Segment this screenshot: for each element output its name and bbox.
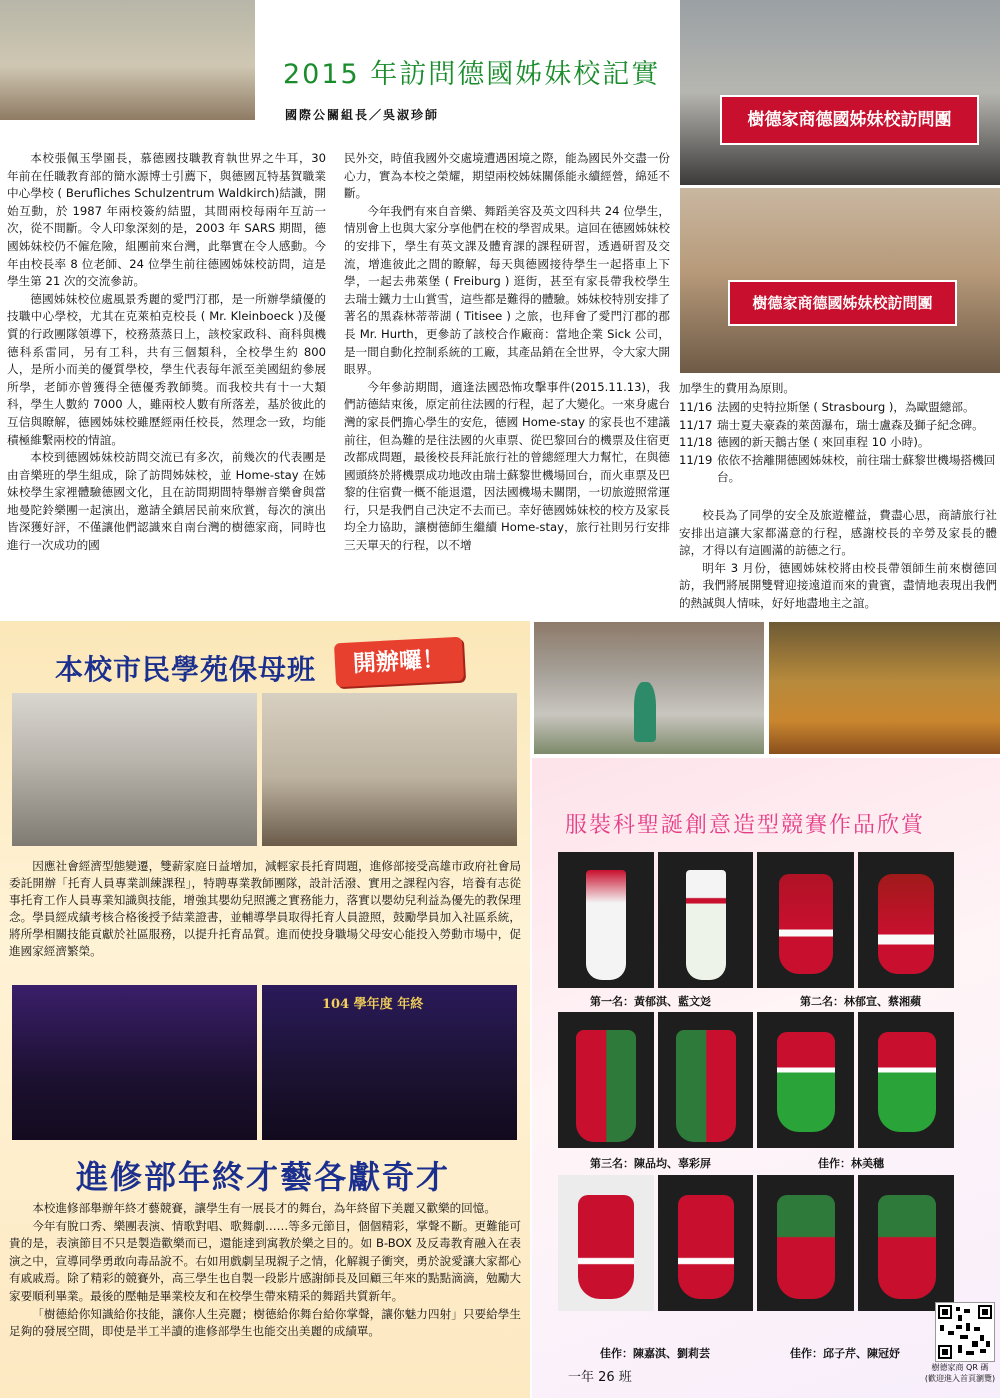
caption-honorable-1: 佳作：林美穗 xyxy=(818,1157,884,1170)
paragraph: 本校到德國姊妹校訪問交流已有多次，前幾次的代表團是由音樂班的學生組成，除了訪問姊妹校，並 Home-stay 在姊妹校學生家裡體驗德國文化，且在訪問期間特舉辦音樂會與當地曼陀鈴樂團一起演出，邀請全鎮居民前來欣賞，每次的演出皆深獲好評，不僅讓他們認識來自南台灣的樹德家商，同時也進行一次成功的國 xyxy=(7,450,326,553)
caption-second-place: 第二名：林郁宣、蔡湘蘋 xyxy=(800,995,921,1008)
photo-costume-10 xyxy=(658,1175,753,1311)
paragraph: 本校張佩玉學園長，慕德國技職教育執世界之牛耳，30 年前在任職教育部的簡水源博士引薦下，與德國瓦特基賀職業中心學校 ( Berufliches Schulzentrum Waldkirch)結識，開始互動，於 1987 年兩校簽約結盟，其間兩校每兩年互訪一次，從不間斷。令人印象深刻的是，2003 年 SARS 期間，德國姊妹校仍不僱危險，組團前來台灣，此舉實在令人感動。今年由校長率 8 位老師、24 位學生前往德國姊妹校訪問，這是學生第 21 次的交流參訪。 xyxy=(7,151,326,289)
caption-honorable-2: 佳作：陳嘉淇、劉莉芸 xyxy=(600,1347,710,1360)
paragraph: 校長為了同學的安全及旅遊權益，費盡心思，商請旅行社安排出這讓大家都滿意的行程，感謝校長的辛勞及家長的體諒，才得以有這圓滿的訪德之行。 xyxy=(679,508,997,558)
photo-group-with-banner-1 xyxy=(680,0,1000,185)
photo-costume-2 xyxy=(658,852,753,988)
banner-delegation-1: 樹德家商德國姊妹校訪問團 xyxy=(720,95,979,145)
photo-costume-11 xyxy=(757,1175,854,1311)
photo-autumn-forest xyxy=(769,622,1000,754)
photo-costume-6 xyxy=(658,1012,753,1148)
qr-code-icon[interactable] xyxy=(935,1302,995,1362)
stage-sign: 104 學年度 年終 xyxy=(322,997,424,1012)
paragraph: 今年參訪期間，適逢法國恐怖攻擊事件(2015.11.13)，我們訪德結束後，原定前往法國的行程，起了大變化。一來身處台灣的家長們擔心學生的安危，德國 Home-stay 的家長也不建議前往，但為難的是往法國的火車票、從巴黎回台的機票及住宿更改都成問題，最後校長拜託旅行社的曾總經理大力幫忙，在與德國頭終於將機票成功地改由瑞士蘇黎世機場回台，而火車票及巴黎的住宿費一概不能退還，因法國機場未關閉，一切旅遊照常運行，只是我們自己決定不去而已。幸好德國姊妹校的校方及家長均全力協助，讓樹德師生繼續 Home-stay，旅行社則另行安排三天單天的行程，以不增 xyxy=(344,379,670,553)
photo-class-group xyxy=(262,693,517,846)
itinerary-date: 11/17 xyxy=(679,417,713,432)
photo-cooking-class xyxy=(12,693,257,846)
article1-author: 國際公關組長／吳淑珍師 xyxy=(285,108,440,122)
itinerary-text: 德國的新天鵝古堡 ( 來回車程 10 小時)。 xyxy=(717,435,930,450)
article1-column-3 xyxy=(679,507,997,613)
caption-first-place: 第一名：黃郁淇、藍文彣 xyxy=(590,995,711,1008)
article1-column-3-intro xyxy=(679,380,997,398)
photo-costume-3 xyxy=(757,852,854,988)
caption-third-place: 第三名：陳品均、辜彩屏 xyxy=(590,1157,711,1170)
photo-costume-9 xyxy=(558,1175,654,1311)
article3-body xyxy=(9,1200,521,1341)
article1-column-2 xyxy=(344,150,670,555)
article2-title: 本校市民學苑保母班 xyxy=(55,653,317,686)
photo-stage-left xyxy=(12,985,257,1140)
article3-title: 進修部年終才藝各獻奇才 xyxy=(76,1158,451,1196)
paragraph: 今年有脫口秀、樂團表演、情歌對唱、歌舞劇……等多元節目，個個精彩，掌聲不斷。更難能可貴的是，表演節目不只是製造歡樂而已，還能達到寓教於樂之目的。如 B-BOX 及反毒教育融入在表演之中，宣導同學勇敢向毒品說不。右如用戲劇呈現親子之情，化解親子衝突，勇於說愛讓大家都心有戚戚焉。除了精彩的競賽外，高三學生也自製一段影片感謝師長及回顧三年來的點點滴滴，勉勵大家要順利畢業。最後的壓軸是畢業校友和在校學生帶來精采的舞蹈共質新年。 xyxy=(9,1218,521,1303)
photo-costume-4 xyxy=(858,852,954,988)
photo-group-with-banner-2 xyxy=(680,188,1000,373)
paragraph: 因應社會經濟型態變遷，雙薪家庭日益增加，減輕家長托育問題，進修部接受高雄市政府社會局委託開辦「托育人員專業訓練課程」，特聘專業教師團隊，設計活潑、實用之課程內容，培養有志從事托育工作人員專業知識與技能，增強其嬰幼兒照護之實務能力，落實以嬰幼兒利益為優先的教保理念。學員經成績考核合格後授予結業證書，並輔導學員取得托育人員證照，鼓勵學員加入社區系統，將所學相關技能貢獻於社區服務，以提升托育品質。進而使投身職場父母安心能投入勞動市場中，促進國家經濟繁榮。 xyxy=(9,859,521,958)
photo-delegation-indoor xyxy=(0,0,255,120)
photo-costume-1 xyxy=(558,852,654,988)
itinerary-date: 11/16 xyxy=(679,400,713,414)
photo-stage-right xyxy=(262,985,517,1140)
photo-costume-7 xyxy=(757,1012,854,1148)
photo-costume-12 xyxy=(858,1175,954,1311)
paragraph: 本校進修部舉辦年終才藝競賽，讓學生有一展長才的舞台，為年終留下美麗又歡樂的回憶。 xyxy=(32,1201,496,1215)
paragraph: 「樹德給你知識給你技能，讓你人生亮麗；樹德給你舞台給你掌聲，讓你魅力四射」只要給學生足夠的發展空間，即使是半工半讀的進修部學生也能交出美麗的成績單。 xyxy=(9,1306,521,1339)
itinerary-item xyxy=(679,417,997,435)
article2-badge xyxy=(334,637,464,688)
itinerary-text: 瑞士夏夫豪森的萊茵瀑布，瑞士盧森及獅子紀念碑。 xyxy=(717,417,984,432)
qr-code-label: 樹德家商 QR 碼 (歡迎進入首頁瀏覽) xyxy=(924,1363,996,1383)
paragraph: 加學生的費用為原則。 xyxy=(679,381,795,395)
article2-body xyxy=(9,858,521,960)
article4-title: 服裝科聖誕創意造型競賽作品欣賞 xyxy=(565,813,926,838)
itinerary-date: 11/19 xyxy=(679,452,713,467)
paragraph: 民外交，時值我國外交處境遭遇困境之際，能為國民外交盡一份心力，實為本校之榮耀，期望兩校姊妹關係能永續經營，綿延不斷。 xyxy=(344,151,670,201)
itinerary-date: 11/18 xyxy=(679,435,713,450)
qr-code-graphic xyxy=(936,1303,994,1361)
paragraph: 德國姊妹校位處風景秀麗的愛門汀郡，是一所辦學績優的技職中心學校，尤其在克萊柏克校長 ( Mr. Kleinboeck )及優質的行政團隊領導下，校務蒸蒸日上，該校家政科、商科與機德科系雷同，另有工科，共有三個類科，全校學生約 800 人，是所小而美的優質學校，學生代表每年派至美國紐約參展所學，老師亦曾獲得全德優秀教師獎。而我校共有十一大類科，學生人數約 7000 人，雖兩校人數有所落差，基於彼此的互信與瞭解，德國姊妹校雖歷經兩任校長，然理念一致，均能積極維繫兩校的情誼。 xyxy=(7,291,326,447)
article1-column-1 xyxy=(7,150,326,555)
itinerary-text: 法國的史特拉斯堡 ( Strasbourg )，為歐盟總部。 xyxy=(717,400,975,414)
article1-title: 2015 年訪問德國姊妹校記實 xyxy=(283,59,661,90)
caption-honorable-3: 佳作：邱子芹、陳冠妤 xyxy=(790,1347,900,1360)
banner-delegation-2: 樹德家商德國姊妹校訪問團 xyxy=(728,280,957,326)
photo-costume-8 xyxy=(858,1012,954,1148)
class-label: 一年 26 班 xyxy=(568,1370,632,1385)
photo-courtyard xyxy=(534,622,764,754)
paragraph: 今年我們有來自音樂、舞蹈美容及英文四科共 24 位學生，情別會上也與大家分享他們在校的學習成果。這回在德國姊妹校的安排下，學生有英文課及體育課的課程研習，透過研習及交流，增進彼此之間的瞭解，每天與德國接待學生一起搭車上下學，一起去弗萊堡 ( Freiburg ) 逛街，甚至有家長帶我校學生去瑞士鐵力士山賞雪，這些都是難得的體驗。姊妹校特別安排了著名的黑森林蒂蒂湖 ( Titisee ) 之旅，也拜會了愛門汀郡的郡長 Mr. Hurth，更參訪了該校合作廠商：當地企業 Sick 公司，是一間自動化控制系統的工廠，其產品銷在全世界，令大家大開眼界。 xyxy=(344,203,670,377)
itinerary-list xyxy=(679,399,997,487)
itinerary-item xyxy=(679,452,997,487)
itinerary-text: 依依不捨離開德國姊妹校，前往瑞士蘇黎世機場搭機回台。 xyxy=(717,452,996,485)
badge-text: 開辦囉！ xyxy=(352,645,446,678)
itinerary-item xyxy=(679,399,997,417)
itinerary-item xyxy=(679,434,997,452)
photo-costume-5 xyxy=(558,1012,654,1148)
paragraph: 明年 3 月份，德國姊妹校將由校長帶領師生前來樹德回訪，我們將展開雙臂迎接遠道而來的貴賓，盡情地表現出我們的熱誠與人情味，好好地盡地主之誼。 xyxy=(679,560,997,610)
